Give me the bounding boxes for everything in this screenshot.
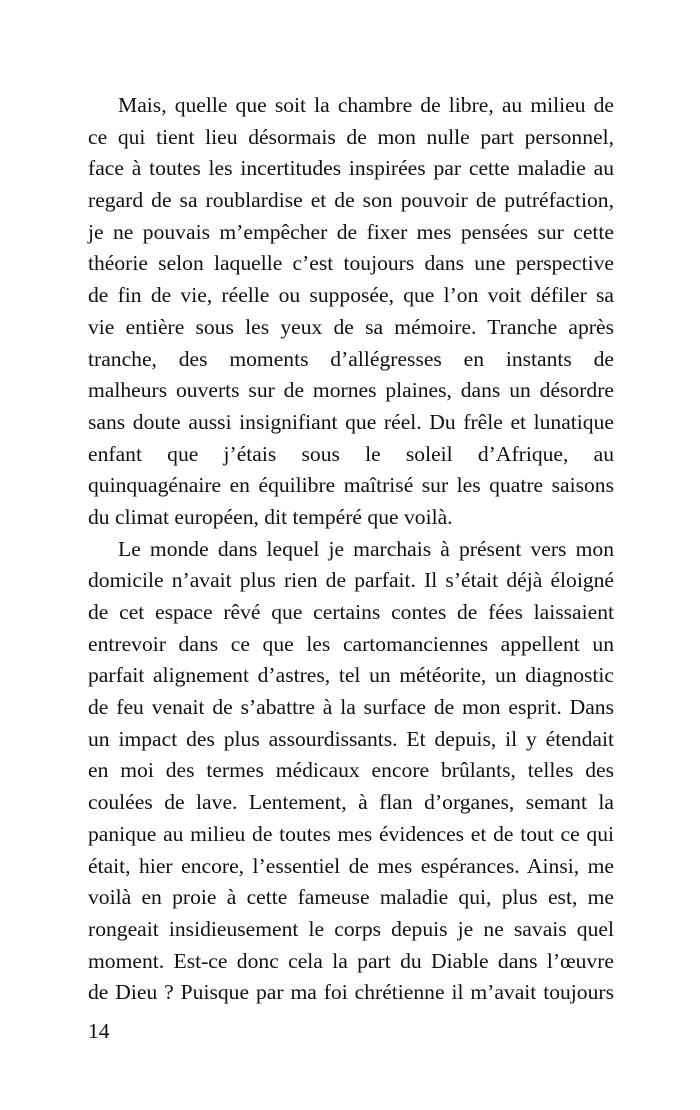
text-line: voilà en proie à cette fameuse maladie qui, plus est, me (88, 885, 614, 910)
body-text (88, 90, 614, 1009)
text-line: je ne pouvais m’empêcher de fixer mes pensées sur cette (88, 219, 614, 244)
text-line: enfant que j’étais sous le soleil d’Afrique, au (88, 441, 614, 466)
text-line: sans doute aussi insignifiant que réel. Du frêle et lunatique (88, 409, 614, 434)
text-line: de fin de vie, réelle ou supposée, que l’on voit défiler sa (88, 283, 614, 308)
text-line: parfait alignement d’astres, tel un météorite, un diagnostic (88, 663, 614, 688)
text-line: du climat européen, dit tempéré que voilà. (88, 504, 453, 529)
text-line: tranche, des moments d’allégresses en instants de (88, 346, 614, 371)
text-line: domicile n’avait plus rien de parfait. Il s’était déjà éloigné (88, 568, 614, 593)
text-line: face à toutes les incertitudes inspirées par cette maladie au (88, 156, 614, 181)
text-line: de Dieu ? Puisque par ma foi chrétienne il m’avait toujours (88, 980, 614, 1005)
text-line: moment. Est-ce donc cela la part du Diable dans l’œuvre (88, 948, 614, 973)
text-line: rongeait insidieusement le corps depuis je ne savais quel (88, 916, 614, 941)
text-line: un impact des plus assourdissants. Et depuis, il y étendait (88, 726, 614, 751)
text-line: regard de sa roublardise et de son pouvoir de putréfaction, (88, 188, 614, 213)
text-line: ce qui tient lieu désormais de mon nulle part personnel, (88, 124, 614, 149)
text-line: quinquagénaire en équilibre maîtrisé sur les quatre saisons (88, 473, 614, 498)
text-line: malheurs ouverts sur de mornes plaines, dans un désordre (88, 378, 614, 403)
text-line: de feu venait de s’abattre à la surface de mon esprit. Dans (88, 695, 614, 720)
text-line: entrevoir dans ce que les cartomanciennes appellent un (88, 631, 614, 656)
page-number: 14 (88, 1019, 110, 1043)
text-line: en moi des termes médicaux encore brûlants, telles des (88, 758, 614, 783)
text-line: de cet espace rêvé que certains contes de fées laissaient (88, 600, 614, 624)
text-line: était, hier encore, l’essentiel de mes espérances. Ainsi, me (88, 853, 614, 878)
text-line: vie entière sous les yeux de sa mémoire. Tranche après (88, 314, 614, 339)
text-line: théorie selon laquelle c’est toujours dans une perspective (88, 251, 614, 276)
text-line: Mais, quelle que soit la chambre de libre, au milieu de (118, 93, 614, 117)
text-line: panique au milieu de toutes mes évidences et de tout ce qui (88, 821, 614, 846)
text-line: coulées de lave. Lentement, à flan d’organes, semant la (88, 790, 614, 815)
text-line: Le monde dans lequel je marchais à présent vers mon (118, 536, 614, 561)
